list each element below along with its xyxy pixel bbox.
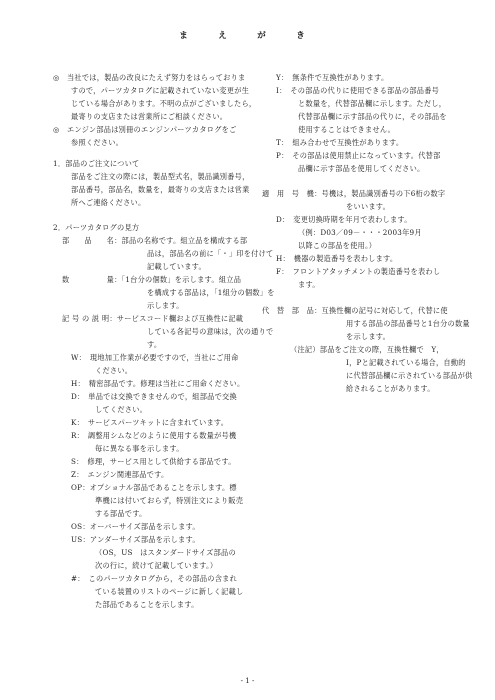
- code-line: 代替部品欄に示す部品の代りに，その部品を: [298, 112, 447, 121]
- code-line: K： サービスパーツキットに含まれています。: [71, 418, 229, 427]
- code-line: （例：D03／09－・・・2003年9月: [298, 228, 422, 237]
- note-line: （注記）部品をご注文の際，互換性欄で Y，: [290, 345, 444, 354]
- code-line: 以降この部品を使用。）: [298, 241, 377, 250]
- intro-line: 最寄りの支店または営業所にご相談ください。: [71, 112, 228, 121]
- section-heading: 2．パーツカタログの見方: [53, 223, 140, 232]
- paragraph-line: 部品をご注文の際には，製品型式名，製品識別番号，: [71, 172, 250, 181]
- code-line: 使用することはできません。: [298, 125, 396, 134]
- paragraph-line: 所へご連絡ください。: [71, 198, 146, 207]
- code-line: （OS，US はスタンダードサイズ部品の: [95, 548, 236, 557]
- definition-line: を構成する部品は，「1組分の個数」を: [147, 288, 275, 297]
- note-line: 給されることがあります。: [346, 384, 435, 393]
- code-line: H： 機器の製造番号を表わします。: [276, 254, 398, 263]
- code-line: H： 精密部品です。修理は当社にご用命ください。: [71, 379, 245, 388]
- definition-line: 数 量：「1台分の個数」を示します。組立品: [62, 275, 242, 284]
- intro-line: すので，パーツカタログに記載されていない変更が生: [71, 86, 250, 95]
- code-line: た部品であることを示します。: [95, 600, 199, 609]
- code-line: R： 調整用シムなどのように使用する数量が号機: [71, 431, 237, 440]
- code-line: T： 組み合わせで互換性があります。: [276, 138, 404, 147]
- code-line: ている装置のリストのページに新しく記載し: [95, 587, 244, 596]
- definition-line: 示します。: [147, 301, 184, 310]
- intro-line: 参照ください。: [71, 138, 124, 147]
- definition-line: している各記号の意味は，次の通りで: [147, 327, 274, 336]
- definition-line: をいいます。: [346, 202, 391, 211]
- code-line: してください。: [95, 405, 148, 414]
- page-number: - 1 -: [240, 677, 255, 685]
- note-line: に代替部品欄に示されている部品が供: [346, 371, 473, 380]
- definition-line: 代 替 部 品：互換性欄の記号に対応して，代替に使: [262, 306, 448, 315]
- definition-line: 記 号 の 説 明：サービスコード欄および互換性に記載: [62, 314, 244, 323]
- definition-line: を示します。: [346, 332, 391, 341]
- code-line: Z： エンジン関連部品です。: [71, 470, 169, 479]
- code-line: する部品です。: [95, 509, 147, 518]
- intro-line: ◎ 当社では，製品の改良にたえず努力をはらっておりま: [53, 73, 246, 82]
- paragraph-line: 部品番号，部品名，数量を，最寄りの支店または営業: [71, 185, 250, 194]
- definition-line: す。: [147, 340, 162, 349]
- code-line: W： 現地加工作業が必要ですので，当社にご用命: [71, 353, 239, 362]
- definition-line: 記載しています。: [147, 262, 206, 271]
- code-line: D： 変更切換時期を年月で表わします。: [276, 215, 412, 224]
- definition-line: 適 用 号 機：号機は，製品識別番号の下6桁の数字: [262, 189, 446, 198]
- code-line: ます。: [298, 280, 320, 289]
- code-line: 毎に異なる事を示します。: [95, 444, 184, 453]
- definition-line: 品は，部品名の前に「・」印を付けて: [147, 249, 274, 258]
- code-line: 次の行に，続けて記載しています。）: [95, 561, 218, 570]
- intro-line: じている場合があります。不明の点がございましたら，: [71, 99, 257, 108]
- definition-line: 用する部品の部品番号と1台分の数量: [346, 319, 470, 328]
- code-line: D： 単品では交換できませんので，組部品で交換: [71, 392, 237, 401]
- definition-line: 部 品 名：部品の名称です。組立品を構成する部: [62, 236, 248, 245]
- code-line: 品欄に示す部品を使用してください。: [298, 164, 425, 173]
- code-line: Y： 無条件で互換性があります。: [276, 73, 389, 82]
- code-line: 準機には付いておらず，特別注文により販売: [95, 496, 244, 505]
- intro-line: ◎ エンジン部品は別冊のエンジンパーツカタログをご: [53, 125, 237, 134]
- code-line: P： その部品は使用禁止になっています。代替部: [276, 151, 441, 160]
- code-line: OS：オーバーサイズ部品を示します。: [71, 522, 200, 531]
- code-line: #： このパーツカタログから，その部品の含まれ: [71, 574, 238, 583]
- section-heading: 1．部品のご注文について: [53, 159, 140, 168]
- note-line: I，Pと記載されている場合，自動的: [346, 358, 466, 367]
- code-line: US：アンダーサイズ部品を示します。: [71, 535, 200, 544]
- code-line: ください。: [95, 366, 133, 375]
- code-line: S： 修理，サービス用として供給する部品です。: [71, 457, 236, 466]
- code-line: F： フロントアタッチメントの製造番号を表わし: [276, 267, 441, 276]
- code-line: と数量を，代替部品欄に示します。ただし，: [298, 99, 447, 108]
- page-title: ま え が き: [179, 31, 316, 41]
- code-line: I： その部品の代りに使用できる部品の部品番号: [276, 86, 440, 95]
- code-line: OP：オプショナル部品であることを示します。標: [71, 483, 237, 492]
